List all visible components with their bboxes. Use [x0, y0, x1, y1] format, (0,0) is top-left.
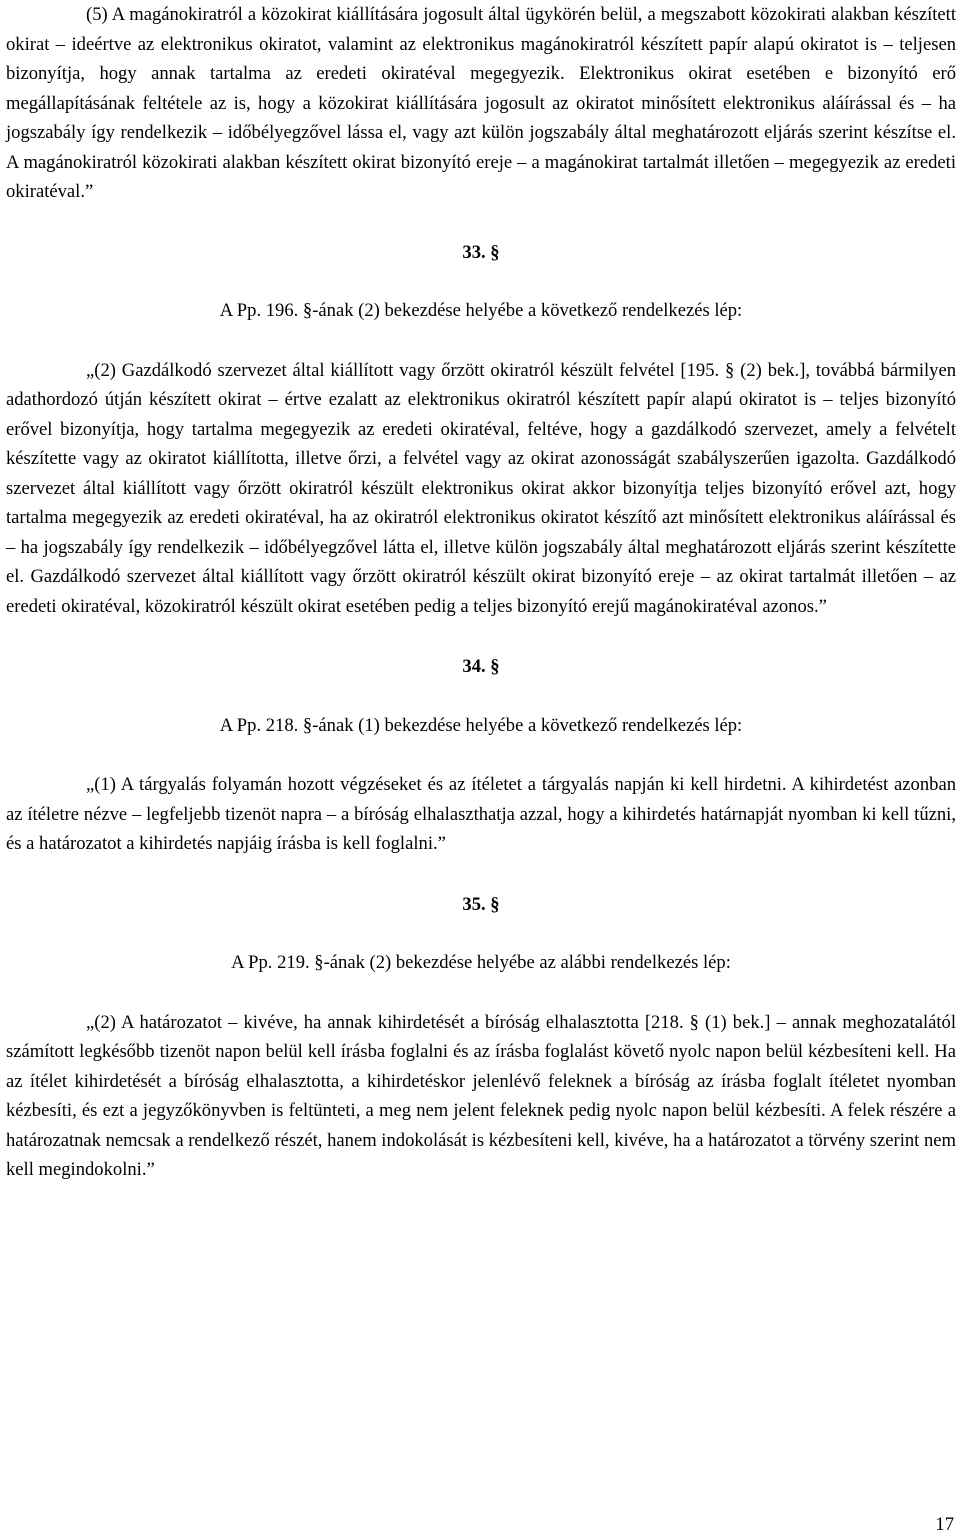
section-heading-34: 34. §: [462, 656, 500, 677]
section-heading-35: 35. §: [462, 893, 500, 915]
section-heading-33: 33. §: [462, 241, 500, 263]
section-text-35: „(2) A határozatot – kivéve, ha annak kihirdetését a bíróság elhalasztotta [218. § (1) bek.] – annak meghozatalától számított legkésőbb tizenöt napon belül kell írásba foglalni és az írásba foglalást követő nyolc napon belül kézbesíteni kell. Ha az ítélet kihirdetését a bíróság elhalasztotta, a kihirdetéskor jelenlévő feleknek a bíróság az írásba foglalt ítéletet nyomban kézbesíti, és ezt a jegyzőkönyvben is feltünteti, a meg nem jelent feleknek pedig nyolc napon belül kézbesíti. A felek részére a határozatnak nemcsak a rendelkező részét, hanem indokolását is kézbesíteni kell, kivéve, ha a határozatot a törvény szerint nem kell megindokolni.”: [6, 1011, 956, 1180]
section-text-34: „(1) A tárgyalás folyamán hozott végzéseket és az ítéletet a tárgyalás napján ki kell hirdetni. A kihirdetést azonban az ítéletre nézve – legfeljebb tizenöt napra – a bíróság elhalaszthatja azzal, hogy a kihirdetés határnapját nyomban ki kell tűzni, és a határozatot a kihirdetés napjáig írásba is kell foglalni.”: [6, 774, 956, 854]
section-intro-35: A Pp. 219. §-ának (2) bekezdése helyébe az alábbi rendelkezés lép:: [231, 952, 731, 973]
section-text-33: „(2) Gazdálkodó szervezet által kiállított vagy őrzött okiratról készült felvétel [195. § (2) bek.], továbbá bármilyen adathordozó útján készített okirat – értve ezalatt az elektronikus okiratról készített papír alapú okiratot is – teljes bizonyító erővel bizonyítja, hogy tartalma megegyezik az eredeti okiratéval, feltéve, hogy a gazdálkodó szervezet, amely a felvételt készítette vagy az okiratot kiállította, illetve őrzi, a felvétel vagy az okirat azonosságát szabályszerűen igazolta. Gazdálkodó szervezet által kiállított vagy őrzött okiratról készült elektronikus okirat akkor bizonyítja teljes bizonyító erővel azt, hogy tartalma megegyezik az eredeti okiratéval, ha az okiratról elektronikus okiratot készítő azt minősített elektronikus aláírással és – ha jogszabály így rendelkezik – időbélyegzővel látta el, illetve külön jogszabály által meghatározott eljárás szerint készítette el. Gazdálkodó szervezet által kiállított vagy őrzött okiratról készült okirat bizonyító ereje – az okirat tartalmát illetően – az eredeti okiratéval, közokiratról készült okirat esetében pedig a teljes bizonyító erejű magánokiratéval azonos.”: [6, 359, 956, 617]
document-page: [6, 0, 956, 1185]
page-number: 17: [935, 1514, 954, 1535]
section-intro-34: A Pp. 218. §-ának (1) bekezdése helyébe a következő rendelkezés lép:: [219, 714, 743, 736]
section-intro-33: A Pp. 196. §-ának (2) bekezdése helyébe a következő rendelkezés lép:: [219, 300, 743, 321]
paragraph-5: (5) A magánokiratról a közokirat kiállítására jogosult által ügykörén belül, a megszabott közokirati alakban készített okirat – ideértve az elektronikus okiratot, valamint az elektronikus magánokiratról készített papír alapú okiratot is – teljesen bizonyítja, hogy annak tartalma az eredeti okiratéval megegyezik. Elektronikus okirat esetében e bizonyító erő megállapításának feltétele az is, hogy a közokirat kiállítására jogosult az okiratot minősített elektronikus aláírással és – ha jogszabály így rendelkezik – időbélyegzővel lássa el, vagy azt külön jogszabály által meghatározott eljárás szerint készítse el. A magánokiratról közokirati alakban készített okirat bizonyító ereje – a magánokirat tartalmát illetően – megegyezik az eredeti okiratéval.”: [6, 4, 956, 202]
